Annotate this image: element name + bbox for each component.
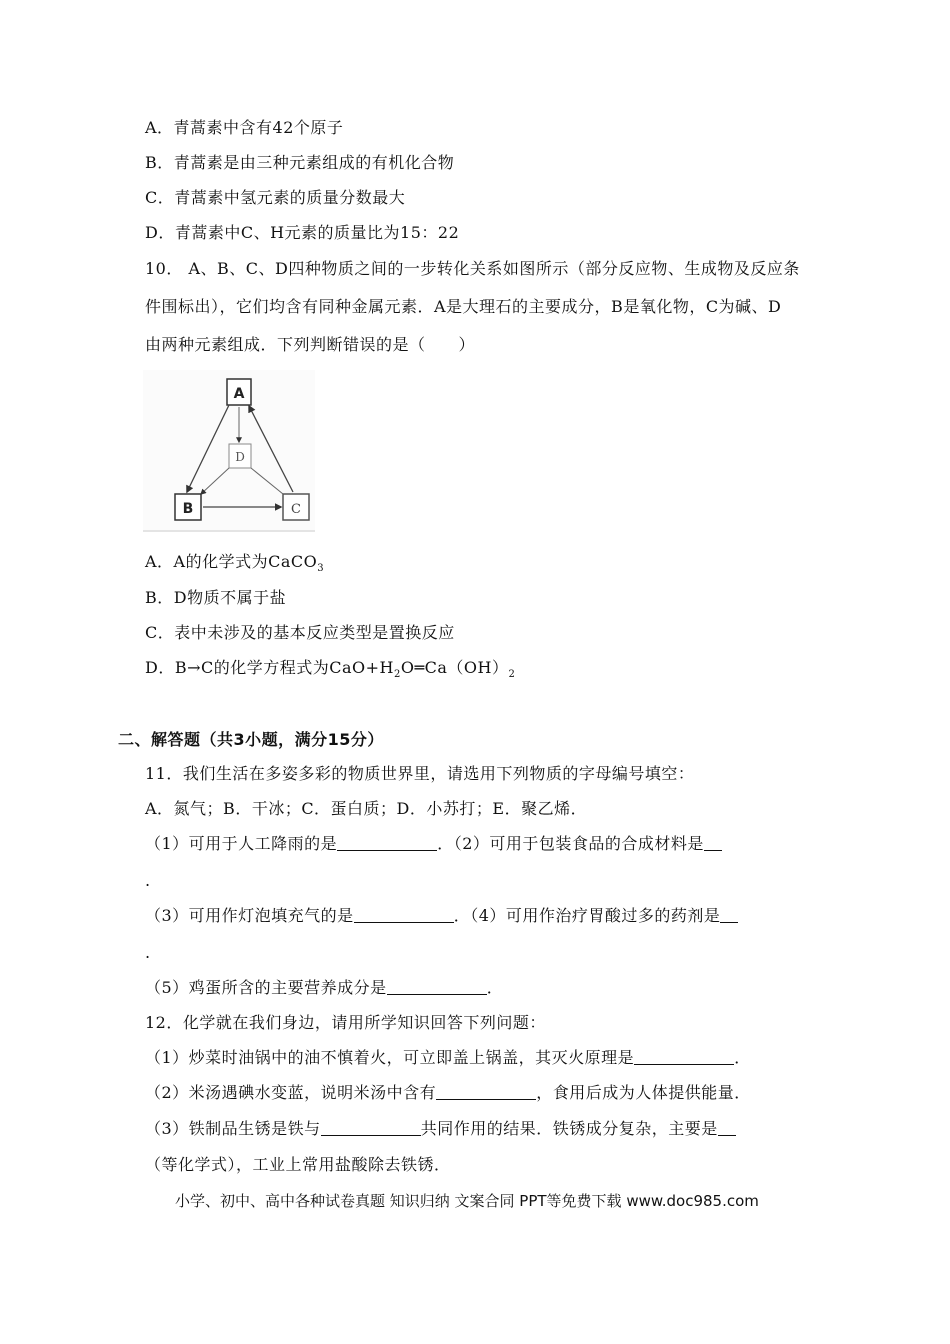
q11-dot-2: . xyxy=(145,943,151,962)
answer-blank[interactable] xyxy=(718,1119,736,1136)
q10-stem-line2: 件围标出），它们均含有同种金属元素．A是大理石的主要成分，B是氧化物，C为碱、D xyxy=(145,297,782,316)
q9-option-d: D．青蒿素中C、H元素的质量比为15：22 xyxy=(145,223,460,242)
q10-stem-line3: 由两种元素组成．下列判断错误的是（ ） xyxy=(145,335,476,354)
conversion-diagram xyxy=(143,370,315,532)
q11-stem: 11．我们生活在多姿多彩的物质世界里，请选用下列物质的字母编号填空： xyxy=(145,764,695,783)
q9-option-b: B．青蒿素是由三种元素组成的有机化合物 xyxy=(145,153,455,172)
label-d: D xyxy=(235,450,245,464)
answer-blank[interactable] xyxy=(634,1048,734,1065)
q12-part3-cont: （等化学式），工业上常用盐酸除去铁锈． xyxy=(145,1155,451,1174)
q11-part1-2: （1）可用于人工降雨的是 ．（2）可用于包装食品的合成材料是 xyxy=(145,833,722,855)
q11-choices: A．氮气；B．干冰；C．蛋白质；D．小苏打；E．聚乙烯． xyxy=(145,799,588,818)
q11-dot-1: . xyxy=(145,871,151,890)
q12-part2: （2）米汤遇碘水变蓝，说明米汤中含有 ，食用后成为人体提供能量． xyxy=(145,1083,751,1102)
label-c: C xyxy=(291,502,301,517)
answer-blank[interactable] xyxy=(337,834,437,851)
q10-option-b: B．D物质不属于盐 xyxy=(145,588,287,607)
answer-blank[interactable] xyxy=(387,978,487,995)
answer-blank[interactable] xyxy=(321,1119,421,1136)
q10-option-d: D．B→C的化学方程式为$CaO+H_2O═Ca(OH)_2$ xyxy=(145,658,516,681)
q11-part3-4: （3）可用作灯泡填充气的是 ．（4）可用作治疗胃酸过多的药剂是 xyxy=(145,905,738,927)
q10-stem-line1: 10． A、B、C、D四种物质之间的一步转化关系如图所示（部分反应物、生成物及反应条 xyxy=(145,259,800,278)
answer-blank[interactable] xyxy=(704,834,722,851)
label-a: A xyxy=(233,386,245,402)
answer-blank[interactable] xyxy=(720,906,738,923)
label-b: B xyxy=(182,501,194,517)
answer-blank[interactable] xyxy=(436,1083,536,1100)
q12-part1: （1）炒菜时油锅中的油不慎着火，可立即盖上锅盖，其灭火原理是 ． xyxy=(145,1048,751,1067)
section-2-heading: 二、解答题（共3小题，满分15分） xyxy=(118,730,384,749)
answer-blank[interactable] xyxy=(354,906,454,923)
q10-option-c: C．表中未涉及的基本反应类型是置换反应 xyxy=(145,623,455,642)
page-footer: 小学、初中、高中各种试卷真题 知识归纳 文案合同 PPT等免费下载 www.doc985.com xyxy=(175,1192,759,1210)
q10-option-a: A．A的化学式为CaCO$_3$ xyxy=(145,552,325,575)
q11-part5: （5）鸡蛋所含的主要营养成分是 ． xyxy=(145,978,504,997)
q9-option-c: C．青蒿素中氢元素的质量分数最大 xyxy=(145,188,406,207)
q9-option-a: A．青蒿素中含有42个原子 xyxy=(145,118,344,137)
q12-part3: （3）铁制品生锈是铁与 共同作用的结果．铁锈成分复杂，主要是 xyxy=(145,1118,736,1140)
q12-stem: 12．化学就在我们身边，请用所学知识回答下列问题： xyxy=(145,1013,546,1032)
